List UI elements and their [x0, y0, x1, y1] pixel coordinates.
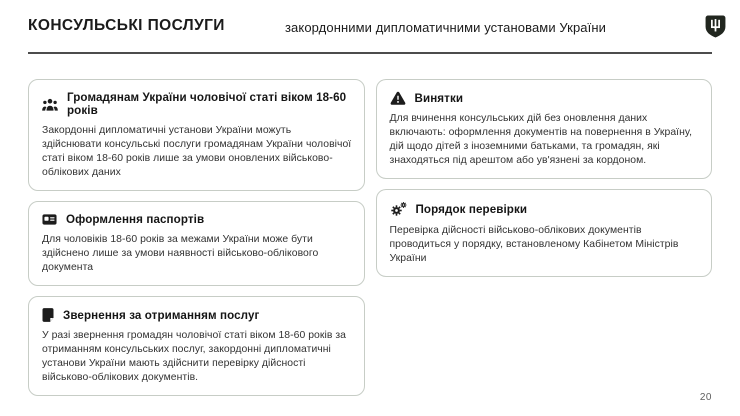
card-body: Перевірка дійсності військово-облікових документів проводиться у порядку, встановленому Кабінетом Міністрів України [389, 225, 679, 264]
gears-icon [390, 201, 407, 217]
card-title: Громадянам України чоловічої статі віком 18-60 років [67, 91, 347, 117]
document-icon [42, 308, 54, 322]
page-subtitle: закордонними дипломатичними установами України [285, 20, 606, 35]
card-title: Порядок перевірки [415, 202, 528, 216]
card-body: У разі звернення громадян чоловічої статі віком 18-60 років за отриманням консульських послуг, закордонні дипломатичні установи України мають здійснити перевірку дійсності військово-облікових документів. [42, 330, 346, 383]
left-column [28, 79, 365, 396]
card-citizens-18-60 [28, 79, 365, 191]
card-body: Для вчинення консульських дій без оновлення даних включають: оформлення документів на повернення в Україну, дій щодо дітей з іноземними батьками, та громадян, які знаходяться під арештом або ув'язнені за кордоном. [389, 113, 693, 166]
warning-icon [390, 91, 406, 105]
page-title: КОНСУЛЬСЬКІ ПОСЛУГИ [28, 17, 225, 34]
users-group-icon [42, 98, 58, 111]
card-title: Оформлення паспортів [66, 213, 205, 226]
card-exceptions [376, 79, 713, 179]
card-service-requests [28, 296, 365, 396]
card-body: Закордонні дипломатичні установи України можуть здійснювати консульські послуги громадянам України чоловічої статі віком 18-60 років лише за умови оновлених військово-облікових даних [42, 125, 352, 178]
trident-shield-icon [705, 15, 726, 38]
passport-icon [42, 213, 57, 226]
card-verification-procedure [376, 189, 713, 277]
card-title: Звернення за отриманням послуг [63, 308, 260, 322]
header-divider [28, 52, 712, 54]
card-title: Винятки [414, 91, 464, 105]
cards-grid [28, 79, 712, 396]
right-column [376, 79, 713, 277]
card-body: Для чоловіків 18-60 років за межами України може бути здійснено лише за умови наявності військово-облікового документа [42, 234, 319, 273]
page-number: 20 [699, 392, 712, 403]
card-passports [28, 201, 365, 286]
